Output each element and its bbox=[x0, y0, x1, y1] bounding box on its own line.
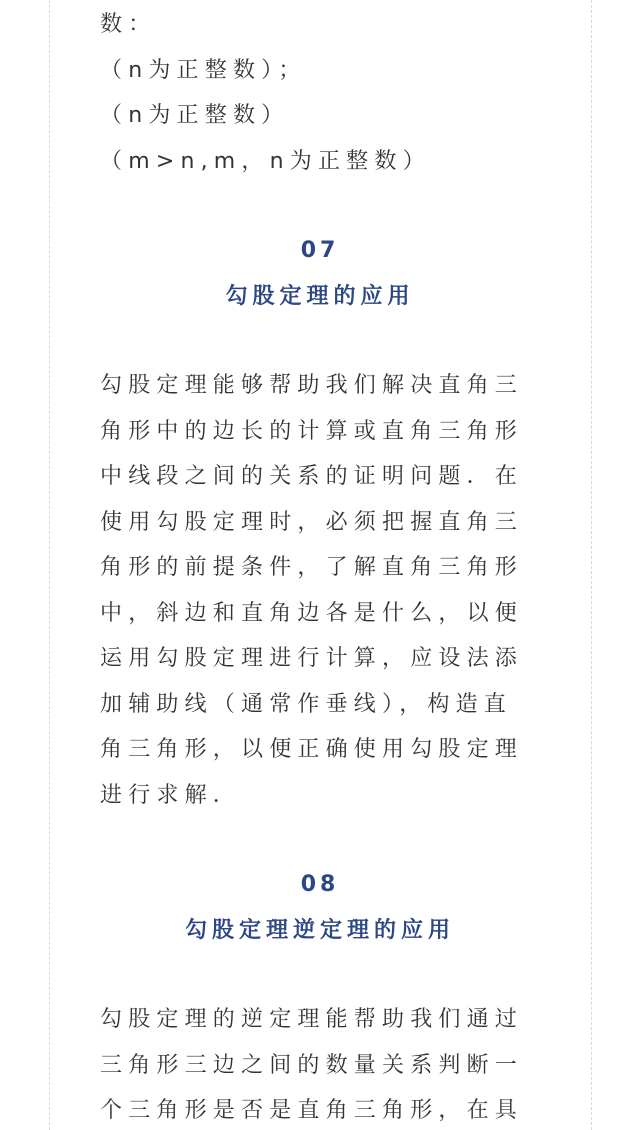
section-08-heading bbox=[0, 862, 640, 954]
intro-line: （n为正整数）； bbox=[100, 57, 307, 83]
body-line: 中，斜边和直角边各是什么，以便 bbox=[100, 600, 524, 626]
body-line: 角形的前提条件，了解直角三角形 bbox=[100, 555, 524, 580]
body-line: 个三角形是否是直角三角形，在具 bbox=[100, 1098, 524, 1123]
body-line: 勾股定理的逆定理能帮助我们通过 bbox=[100, 1007, 524, 1032]
intro-line: （m>n,m，n为正整数） bbox=[100, 148, 431, 174]
left-dashed-border bbox=[49, 0, 50, 1130]
section-title: 勾股定理的应用 bbox=[225, 284, 415, 309]
body-line: 加辅助线（通常作垂线），构造直 bbox=[100, 691, 513, 717]
section-07-heading bbox=[0, 228, 640, 320]
right-dashed-border bbox=[591, 0, 592, 1130]
section-07-body bbox=[100, 363, 540, 818]
section-08-body bbox=[100, 997, 540, 1130]
body-line: 进行求解． bbox=[100, 782, 242, 808]
section-number: 07 bbox=[300, 238, 340, 263]
body-line: 使用勾股定理时，必须把握直角三 bbox=[100, 509, 524, 535]
body-line: 角三角形，以便正确使用勾股定理 bbox=[100, 737, 524, 762]
section-number: 08 bbox=[300, 872, 340, 897]
intro-paragraph bbox=[100, 2, 540, 184]
intro-line: 数： bbox=[100, 12, 157, 37]
body-line: 运用勾股定理进行计算，应设法添 bbox=[100, 646, 524, 671]
section-title: 勾股定理逆定理的应用 bbox=[184, 918, 455, 943]
intro-line: （n为正整数） bbox=[100, 103, 290, 128]
body-line: 三角形三边之间的数量关系判断一 bbox=[100, 1052, 524, 1078]
body-line: 勾股定理能够帮助我们解决直角三 bbox=[100, 373, 524, 398]
body-line: 角形中的边长的计算或直角三角形 bbox=[100, 418, 524, 444]
body-line: 中线段之间的关系的证明问题．在 bbox=[100, 464, 524, 489]
